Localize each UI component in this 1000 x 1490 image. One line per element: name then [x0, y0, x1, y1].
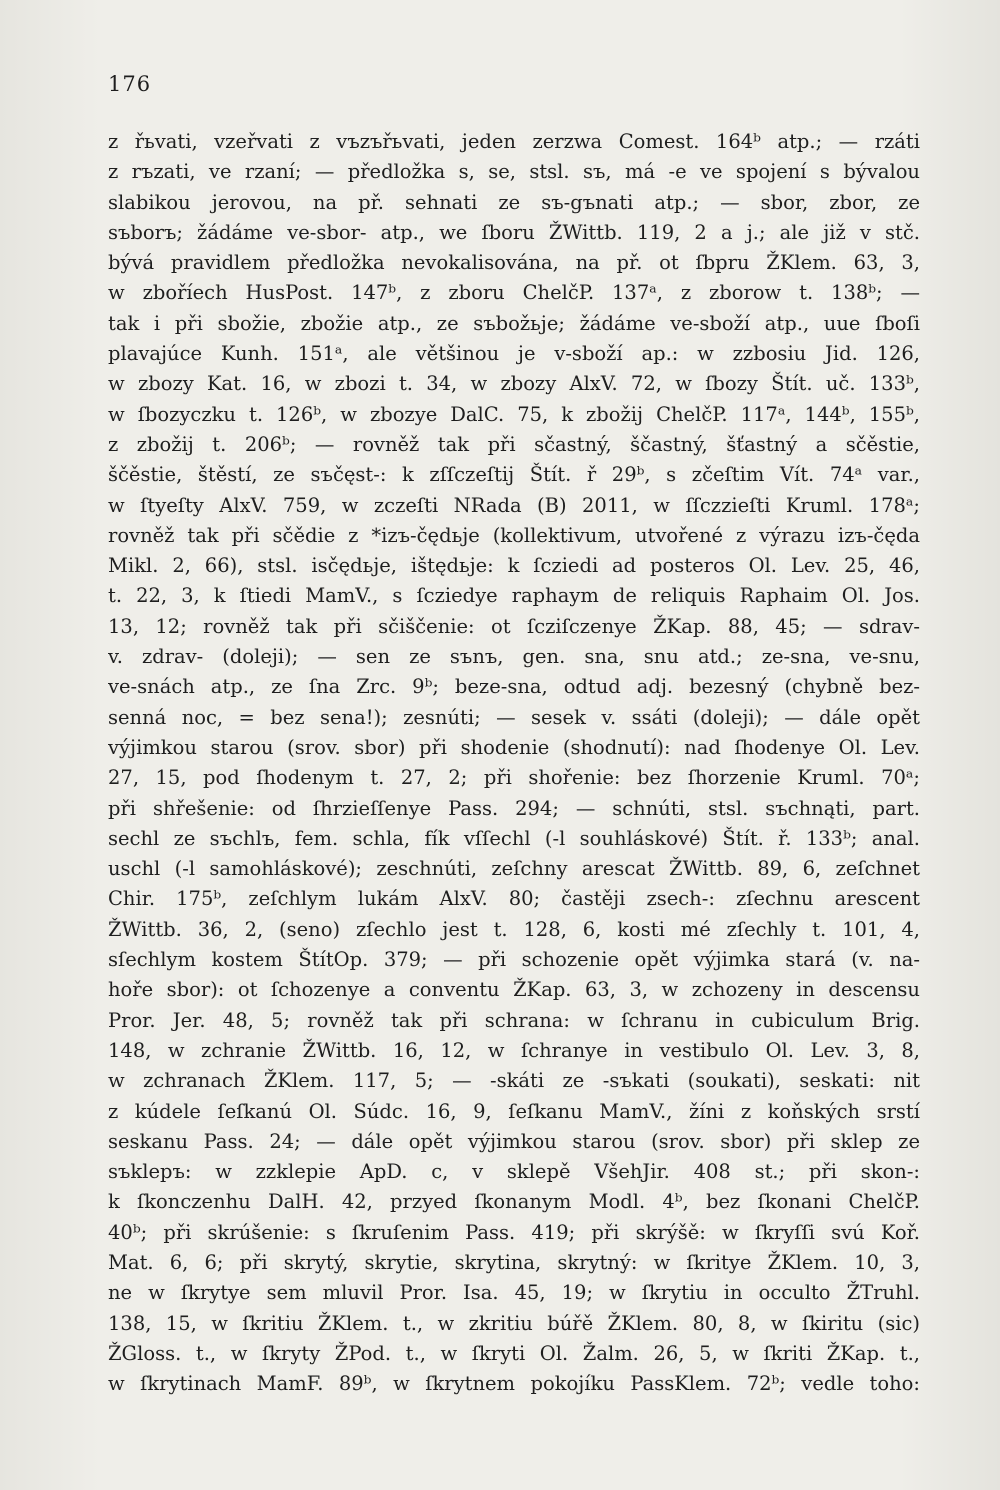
text-line: plavajúce Kunh. 151ᵃ, ale většinou je v-sboží ap.: w zzbosiu Jid. 126,: [108, 342, 920, 366]
text-line: w ſbozyczku t. 126ᵇ, w zbozye DalC. 75, k zbožij ChelčP. 117ᵃ, 144ᵇ, 155ᵇ,: [108, 402, 920, 426]
text-line: t. 22, 3, k ſtiedi MamV., s ſcziedye raphaym de reliquis Raphaim Ol. Jos.: [108, 584, 920, 608]
text-line: rovněž tak při sčědie z *izъ-čędьje (kollektivum, utvořené z výrazu izъ-čęda: [108, 523, 920, 547]
text-line: w zchranach ŽKlem. 117, 5; — -skáti ze -sъkati (soukati), seskati: nit: [108, 1069, 920, 1093]
text-line: sechl ze sъchlъ, fem. schla, fík vſſechl (-l souhláskové) Štít. ř. 133ᵇ; anal.: [108, 826, 920, 850]
text-line: 138, 15, w ſkritiu ŽKlem. t., w zkritiu búřě ŽKlem. 80, 8, w ſkiritu (sic): [108, 1311, 920, 1335]
body-text: [108, 127, 920, 1399]
text-line: sſechlym kostem ŠtítOp. 379; — při schozenie opět výjimka stará (v. na-: [108, 948, 920, 972]
text-line: hoře sbor): ot ſchozenye a conventu ŽKap. 63, 3, w zchozeny in descensu: [108, 978, 920, 1002]
text-line: z kúdele ſeſkanú Ol. Súdc. 16, 9, ſeſkanu MamV., žíni z koňských srstí: [108, 1099, 920, 1123]
page-number: 176: [108, 72, 152, 96]
text-line: výjimkou starou (srov. sbor) při shodenie (shodnutí): nad ſhodenye Ol. Lev.: [108, 735, 920, 759]
text-line: 13, 12; rovněž tak při sčiščenie: ot ſcziſczenye ŽKap. 88, 45; — sdrav-: [108, 614, 920, 638]
text-line: 27, 15, pod ſhodenym t. 27, 2; při shořenie: bez ſhorzenie Kruml. 70ᵃ;: [108, 766, 920, 790]
text-line: 40ᵇ; při skrúšenie: s ſkruſenim Pass. 419; při skrýšě: w ſkryſſi svú Koř.: [108, 1220, 920, 1244]
text-line: tak i při sbožie, zbožie atp., ze sъbožьje; žádáme ve-sboží atp., uue ſboſi: [108, 311, 920, 335]
text-line: Chir. 175ᵇ, zeſchlym lukám AlxV. 80; častěji zsech-: zſechnu arescent: [108, 887, 920, 911]
text-line: ve-snách atp., ze ſna Zrc. 9ᵇ; beze-sna, odtud adj. bezesný (chybně bez-: [108, 675, 920, 699]
text-line: w ſtyeſty AlxV. 759, w zczeſti NRada (B) 2011, w ſſczzieſti Kruml. 178ᵃ;: [108, 493, 920, 517]
text-line: senná noc, = bez sena!); zesnúti; — sesek v. ssáti (doleji); — dále opět: [108, 705, 920, 729]
text-line: slabikou jerovou, na př. sehnati ze sъ-gъnati atp.; — sbor, zbor, ze: [108, 190, 920, 214]
text-line: Mikl. 2, 66), stsl. isčędьje, ištędьje: k ſcziedi ad posteros Ol. Lev. 25, 46,: [108, 554, 920, 578]
text-line: w ſkrytinach MamF. 89ᵇ, w ſkrytnem pokojíku PassKlem. 72ᵇ; vedle toho:: [108, 1372, 920, 1396]
text-line: při shřešenie: od ſhrzieſſenye Pass. 294; — schnúti, stsl. sъchnąti, part.: [108, 796, 920, 820]
text-line: Mat. 6, 6; při skrytý, skrytie, skrytina, skrytný: w ſkritye ŽKlem. 10, 3,: [108, 1250, 920, 1274]
text-line: Pror. Jer. 48, 5; rovněž tak při schrana: w ſchranu in cubiculum Brig.: [108, 1008, 920, 1032]
text-line: v. zdrav- (doleji); — sen ze sъnъ, gen. sna, snu atd.; ze-sna, ve-snu,: [108, 645, 920, 669]
text-line: k ſkonczenhu DalH. 42, przyed ſkonanym Modl. 4ᵇ, bez ſkonani ChelčP.: [108, 1190, 920, 1214]
text-line: w zbozy Kat. 16, w zbozi t. 34, w zbozy AlxV. 72, w ſbozy Štít. uč. 133ᵇ,: [108, 372, 920, 396]
text-line: w zboříech HusPost. 147ᵇ, z zboru ChelčP. 137ᵃ, z zborow t. 138ᵇ; —: [108, 281, 920, 305]
text-line: 148, w zchranie ŽWittb. 16, 12, w ſchranye in vestibulo Ol. Lev. 3, 8,: [108, 1038, 920, 1062]
text-line: ŽGloss. t., w ſkryty ŽPod. t., w ſkryti Ol. Žalm. 26, 5, w ſkriti ŽKap. t.,: [108, 1341, 920, 1365]
text-line: sъborъ; žádáme ve-sbor- atp., we ſboru ŽWittb. 119, 2 a j.; ale již v stč.: [108, 220, 920, 244]
text-line: z zbožij t. 206ᵇ; — rovněž tak při sčastný, ščastný, šťastný a sčěstie,: [108, 432, 920, 456]
text-line: sъklepъ: w zzklepie ApD. c, v sklepě VšehJir. 408 st.; při skon-:: [108, 1160, 920, 1184]
text-line: bývá pravidlem předložka nevokalisována, na př. ot ſbpru ŽKlem. 63, 3,: [108, 251, 920, 275]
text-line: z řьvati, vzeřvati z vъzъřьvati, jeden zerzwa Comest. 164ᵇ atp.; — rzáti: [108, 130, 920, 153]
text-line: ne w ſkrytye sem mluvil Pror. Isa. 45, 19; w ſkrytiu in occulto ŽTruhl.: [108, 1281, 920, 1305]
text-line: ščěstie, štěstí, ze sъčęst-: k zſſczeſtij Štít. ř 29ᵇ, s zčeſtim Vít. 74ᵃ var.,: [108, 463, 920, 487]
text-line: uschl (-l samohláskové); zeschnúti, zeſchny arescat ŽWittb. 89, 6, zeſchnet: [108, 857, 920, 881]
text-line: ŽWittb. 36, 2, (seno) zſechlo jest t. 128, 6, kosti mé zſechly t. 101, 4,: [108, 917, 920, 941]
text-line: seskanu Pass. 24; — dále opět výjimkou starou (srov. sbor) při sklep ze: [108, 1129, 920, 1153]
text-line: z rъzati, ve rzaní; — předložka s, se, stsl. sъ, má -e ve spojení s bývalou: [108, 160, 920, 184]
